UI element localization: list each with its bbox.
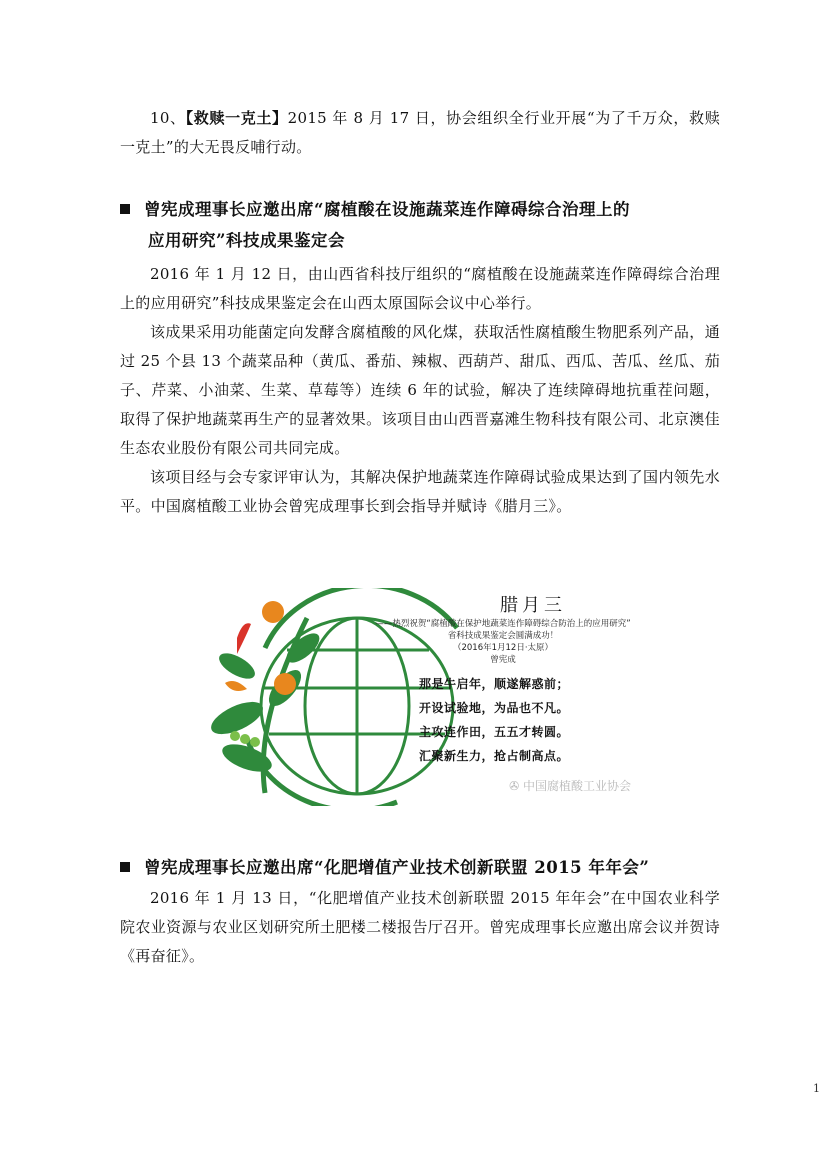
tomato-icon — [262, 601, 284, 623]
square-bullet-icon — [120, 862, 130, 872]
poem-author: 曾宪成 — [490, 655, 516, 665]
section-2-paragraph-1: 2016 年 1 月 13 日，“化肥增值产业技术创新联盟 2015 年年会”在中国农业科学院农业资源与农业区划研究所土肥楼二楼报告厅召开。曾宪成理事长应邀出席会议并贺诗《再奋征》。 — [120, 889, 720, 965]
section-2-heading-text: 曾宪成理事长应邀出席“化肥增值产业技术创新联盟 2015 年年会” — [144, 858, 650, 877]
watermark — [509, 777, 631, 794]
page-number: 1 — [813, 1082, 820, 1095]
section-2-heading — [120, 852, 730, 883]
item-10-text: 2015 年 8 月 17 日，协会组织全行业开展“为了千万众，救赎一克土”的大无畏反哺行动。 — [120, 109, 720, 156]
section-1-heading — [120, 194, 730, 256]
section-1-heading-line1: 曾宪成理事长应邀出席“腐植酸在设施蔬菜连作障碍综合治理上的 — [144, 200, 630, 219]
section-1-paragraph-3: 该项目经与会专家评审认为，其解决保护地蔬菜连作障碍试验成果达到了国内领先水平。中国腐植酸工业协会曾宪成理事长到会指导并赋诗《腊月三》。 — [120, 468, 720, 515]
item-10-number: 10、 — [150, 109, 186, 127]
orange-icon — [274, 673, 296, 695]
watermark-text: 中国腐植酸工业协会 — [522, 779, 631, 793]
section-1-paragraph-1: 2016 年 1 月 12 日，由山西省科技厅组织的“腐植酸在设施蔬菜连作障碍综合治理上的应用研究”科技成果鉴定会在山西太原国际会议中心举行。 — [120, 265, 720, 312]
section-1-paragraph-2: 该成果采用功能菌定向发酵含腐植酸的风化煤，获取活性腐植酸生物肥系列产品，通过 25 个县 13 个蔬菜品种（黄瓜、番茄、辣椒、西葫芦、甜瓜、西瓜、苦瓜、丝瓜、茄子、芹菜、小油菜、生菜、草莓等）连续 6 年的试验，解决了连续障碍地抗重茬问题，取得了保护地蔬菜再生产的显著效果。该项目由山西晋嘉滩生物科技有限公司、北京澳佳生态农业股份有限公司共同完成。 — [120, 323, 720, 457]
poem-line: 开设试验地，为品也不凡。 — [419, 701, 570, 715]
poem-date-line: （2016年1月12日·太原） — [452, 643, 554, 653]
poem-subtitle-1: ——热烈祝贺“腐植酸在保护地蔬菜连作障碍综合防治上的应用研究” — [375, 619, 631, 629]
poem-text-block — [367, 594, 639, 768]
section-1-heading-line2: 应用研究”科技成果鉴定会 — [148, 231, 345, 250]
poem-image — [207, 588, 643, 806]
poem-subtitle-2: 省科技成果鉴定会圆满成功！ — [447, 631, 559, 641]
poem-lines — [367, 672, 639, 768]
square-bullet-icon — [120, 204, 130, 214]
item-10-paragraph — [120, 104, 720, 162]
poem-line: 那是牛启年，顺遂解惑前； — [419, 677, 570, 691]
poem-line: 汇聚新生力，抢占制高点。 — [419, 749, 570, 763]
item-10-bracket-title: 【救赎一克土】 — [185, 109, 288, 127]
wechat-icon: ✇ — [509, 779, 523, 793]
poem-title: 腊月三 — [500, 595, 566, 616]
poem-line: 主攻连作田，五五才转圆。 — [419, 725, 570, 739]
carrot-icon — [225, 681, 247, 691]
chili-icon — [237, 623, 251, 654]
